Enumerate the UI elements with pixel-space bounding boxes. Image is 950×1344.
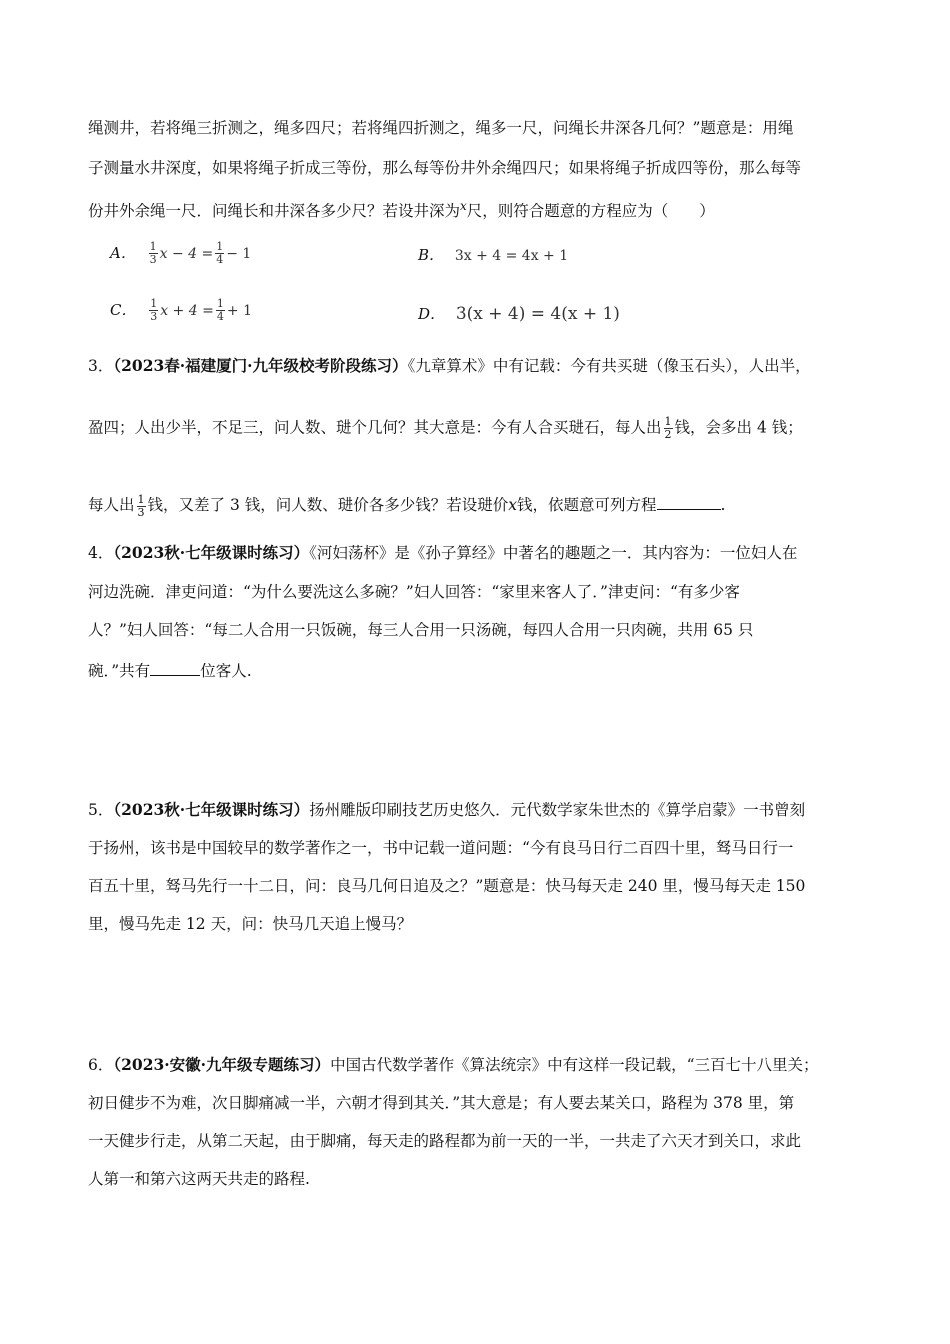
option-d-expression: 3(x + 4) = 4(x + 1) <box>455 304 620 324</box>
option-a-expression: $\frac{1}{3}$ x − 4 = $\frac{1}{4}$ − 1 <box>149 240 252 266</box>
fraction-one-third: $\frac{1}{3}$ <box>149 240 157 266</box>
q4-answer-blank[interactable] <box>150 659 200 676</box>
q4-line-4: 碗．”共有 位客人. <box>88 659 252 681</box>
q5-line-4: 里，慢马先走 12 天，问：快马几天追上慢马？ <box>88 915 413 933</box>
fraction-one-third: $\frac{1}{3}$ <box>150 297 158 323</box>
q3-source: （2023春·福建厦门·九年级校考阶段练习） <box>113 356 408 375</box>
q2-variable-x: x <box>460 199 467 213</box>
q2-text-line-3 <box>88 196 715 221</box>
q3-variable-x: x <box>508 496 517 514</box>
q2-text-line-2: 子测量水井深度，如果将绳子折成三等份，那么每等份井外余绳四尺；如果将绳子折成四等份，那么每等 <box>88 159 802 177</box>
q5-line-1: 5．（2023秋·七年级课时练习）扬州雕版印刷技艺历史悠久．元代数学家朱世杰的《算学启蒙》一书曾刻 <box>88 800 806 819</box>
q6-source: （2023·安徽·九年级专题练习） <box>113 1055 331 1074</box>
option-c-expression: $\frac{1}{3}$ x + 4 = $\frac{1}{4}$ + 1 <box>150 297 252 323</box>
fraction-one-half: $\frac{1}{2}$ <box>664 415 672 441</box>
q4-line-2: 河边洗碗．津吏问道：“为什么要洗这么多碗？”妇人回答：“家里来客人了．”津吏问：“有多少客 <box>88 583 740 601</box>
q5-line-2: 于扬州，该书是中国较早的数学著作之一，书中记载一道问题：“今有良马日行二百四十里，驽马日行一 <box>88 839 794 857</box>
option-c-label: C． <box>110 300 137 319</box>
q3-line-2: 盈四；人出少半，不足三，问人数、琎个几何？其大意是：今有人合买琎石，每人出 $\frac{1}{2}$ 钱，会多出 4 钱； <box>88 415 803 441</box>
q6-line-3: 一天健步行走，从第二天起，由于脚痛，每天走的路程都为前一天的一半，一共走了六天才到关口，求此 <box>88 1132 802 1150</box>
q3-line-3: 每人出 $\frac{1}{3}$ 钱，又差了 3 钱，问人数、琎价各多少钱？若设琎价x钱，依题意可列方程 . <box>88 492 726 519</box>
option-a-label: A． <box>110 243 136 262</box>
q6-number: 6． <box>88 1056 114 1074</box>
q2-line3-end: 尺，则符合题意的方程应为（ ） <box>466 202 715 220</box>
q5-line-3: 百五十里，驽马先行一十二日，问：良马几何日追及之？”题意是：快马每天走 240 里，慢马每天走 150 <box>88 877 806 895</box>
q3-line-1 <box>88 356 811 376</box>
q3-answer-blank[interactable] <box>657 493 721 510</box>
q4-line-1: 4．（2023秋·七年级课时练习）《河妇荡杯》是《孙子算经》中著名的趣题之一．其内容为：一位妇人在 <box>88 543 798 562</box>
q4-source: （2023秋·七年级课时练习） <box>113 543 310 562</box>
q3-line1-text: 《九章算术》中有记载：今有共买琎（像玉石头），人出半， <box>407 357 811 375</box>
q6-line-1: 6．（2023·安徽·九年级专题练习）中国古代数学著作《算法统宗》中有这样一段记载，“三百七十八里关； <box>88 1055 819 1074</box>
option-b-label: B． <box>418 246 445 264</box>
q5-source: （2023秋·七年级课时练习） <box>113 800 310 819</box>
q2-option-b[interactable] <box>418 245 568 266</box>
q2-option-d[interactable] <box>418 304 620 324</box>
q4-number: 4． <box>88 544 114 562</box>
q3-number: 3． <box>88 357 114 375</box>
q5-number: 5． <box>88 801 114 819</box>
q2-option-a[interactable] <box>110 241 251 266</box>
q2-text-line-1: 绳测井，若将绳三折测之，绳多四尺；若将绳四折测之，绳多一尺，问绳长井深各几何？”题意是：用绳 <box>88 119 794 137</box>
q2-line3-start: 份井外余绳一尺．问绳长和井深各多少尺？若设井深为 <box>88 202 461 220</box>
fraction-one-third: $\frac{1}{3}$ <box>137 492 145 519</box>
q2-option-c[interactable] <box>110 298 252 323</box>
fraction-one-quarter: $\frac{1}{4}$ <box>216 297 224 323</box>
option-b-expression: 3x + 4 = 4x + 1 <box>454 248 569 264</box>
q6-line-2: 初日健步不为难，次日脚痛减一半，六朝才得到其关．”其大意是；有人要去某关口，路程为 378 里，第 <box>88 1094 795 1112</box>
q4-line-3: 人？”妇人回答：“每二人合用一只饭碗，每三人合用一只汤碗，每四人合用一只肉碗，共用 65 只 <box>88 621 754 639</box>
q6-line-4: 人第一和第六这两天共走的路程. <box>88 1170 310 1188</box>
option-d-label: D． <box>418 305 446 323</box>
fraction-one-quarter: $\frac{1}{4}$ <box>216 240 224 266</box>
